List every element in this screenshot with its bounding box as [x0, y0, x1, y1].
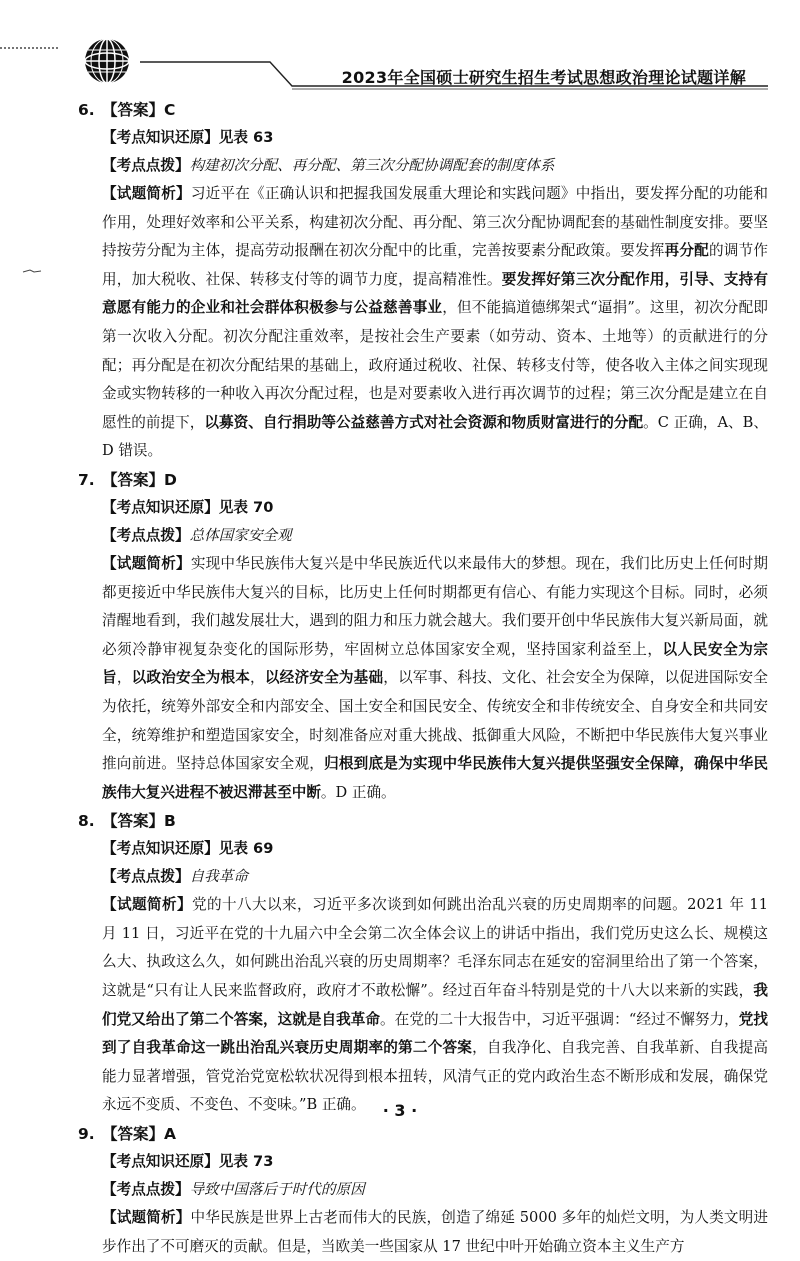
tip-text: 自我革命 — [189, 868, 248, 886]
analysis-text: 。C 正确，A、B、D 错误。 — [102, 413, 768, 460]
analysis-label: 【试题简析】 — [102, 1209, 191, 1227]
analysis-paragraph — [102, 1204, 768, 1261]
analysis-text: ， — [116, 669, 132, 687]
answer-label: 【答案】 — [102, 101, 165, 119]
question-number: 7. — [78, 470, 95, 489]
answer-label: 【答案】 — [102, 812, 165, 831]
tip-label: 【考点点拨】 — [102, 1181, 190, 1199]
analysis-text: 。在党的二十大报告中，习近平强调：“经过不懈努力， — [380, 1010, 739, 1028]
knowledge-label: 【考点知识还原】 — [102, 498, 219, 516]
analysis-text: 实现中华民族伟大复兴是中华民族近代以来最伟大的梦想。现在，我们比历史上任何时期都更接近中华民族伟大复兴的目标，比历史上任何时期都更有信心、有能力实现这个目标。同时，必须清醒地看到，我们越发展壮大，遇到的阻力和压力就会越大。我们要开创中华民族伟大复兴新局面，就必须冷静审视复杂变化的国际形势，牢固树立总体国家安全观，坚持国家利益至上， — [102, 554, 768, 658]
analysis-emphasis: 再分配 — [664, 242, 709, 260]
question-block — [78, 807, 768, 1120]
analysis-emphasis: 归根到底是为实现中华民族伟大复兴提供坚强安全保障，确保中华民族伟大复兴进程不被迟滞甚至中断 — [102, 755, 768, 801]
analysis-text: 党的十八大以来，习近平多次谈到如何跳出治乱兴衰的历史周期率的问题。2021 年 11 月 11 日，习近平在党的十九届六中全会第二次全体会议上的讲话中指出，我们党历史这么长、规模这么大、执政这么久，如何跳出治乱兴衰的历史周期率？毛泽东同志在延安的窑洞里给出了第一个答案，这就是“只有让人民来监督政府，政府才不敢松懈”。经过百年奋斗特别是党的十八大以来新的实践， — [102, 896, 768, 1000]
knowledge-line — [102, 124, 768, 152]
question-block — [78, 1120, 768, 1261]
header-title: 2023年全国硕士研究生招生考试思想政治理论试题详解 — [341, 68, 746, 87]
analysis-text: 习近平在《正确认识和把握我国发展重大理论和实践问题》中指出，要发挥分配的功能和作用，处理好效率和公平关系，构建初次分配、再分配、第三次分配协调配套的基础性制度安排。要坚持按劳分配为主体，提高劳动报酬在初次分配中的比重，完善按要素分配政策。要发挥 — [102, 185, 768, 260]
answer-line — [78, 466, 768, 494]
answer-value: A — [164, 1125, 177, 1144]
answer-line — [78, 1120, 768, 1148]
answer-line — [78, 96, 768, 124]
analysis-text: ， — [250, 669, 265, 687]
knowledge-ref: 见表 63 — [218, 129, 274, 146]
analysis-text: 中华民族是世界上古老而伟大的民族，创造了绵延 5000 多年的灿烂文明，为人类文明进步作出了不可磨灭的贡献。但是，当欧美一些国家从 17 世纪中叶开始确立资本主义生产方 — [102, 1209, 768, 1255]
answer-label: 【答案】 — [102, 1125, 165, 1144]
analysis-text: 。D 正确。 — [320, 783, 396, 801]
page-header — [0, 0, 800, 96]
knowledge-label: 【考点知识还原】 — [102, 129, 219, 146]
question-block — [78, 466, 768, 807]
knowledge-line — [102, 1148, 768, 1176]
page-number: · 3 · — [382, 1101, 418, 1120]
analysis-emphasis: 以政治安全为根本 — [131, 669, 251, 687]
tip-line — [102, 863, 768, 891]
analysis-paragraph — [102, 891, 768, 1120]
answer-label: 【答案】 — [102, 470, 165, 489]
analysis-emphasis: 党找到了自我革命这一跳出治乱兴衰历史周期率的第二个答案 — [102, 1010, 768, 1057]
answer-line — [78, 807, 768, 835]
knowledge-label: 【考点知识还原】 — [102, 1153, 219, 1171]
knowledge-ref: 见表 73 — [218, 1153, 274, 1171]
tip-text: 总体国家安全观 — [189, 526, 292, 544]
globe-logo-icon — [82, 36, 132, 86]
question-block — [78, 96, 768, 466]
analysis-text: ，但不能搞道德绑架式“逼捐”。这里，初次分配即第一次收入分配。初次分配注重效率，是按社会生产要素（如劳动、资本、土地等）的贡献进行的分配；再分配是在初次分配结果的基础上，政府通过税收、社保、转移支付等，使各收入主体之间实现现金或实物转移的一种收入再次分配过程，也是对要素收入进行再次调节的过程；第三次分配是建立在自愿性的前提下， — [102, 299, 768, 431]
analysis-text: ，自我净化、自我完善、自我革新、自我提高能力显著增强，管党治党宽松软状况得到根本扭转，风清气正的党内政治生态不断形成和发展，确保党永远不变质、不变色、不变味。”B 正确。 — [102, 1039, 768, 1114]
tip-line — [102, 1176, 768, 1204]
knowledge-line — [102, 494, 768, 522]
question-number: 6. — [78, 101, 95, 119]
analysis-label: 【试题简析】 — [102, 554, 191, 572]
knowledge-line — [102, 835, 768, 863]
knowledge-ref: 见表 70 — [218, 498, 274, 516]
tip-text: 导致中国落后于时代的原因 — [189, 1181, 365, 1199]
answer-value: D — [164, 470, 177, 489]
knowledge-ref: 见表 69 — [218, 840, 274, 858]
analysis-emphasis: 我们党又给出了第二个答案，这就是自我革命 — [102, 982, 768, 1028]
analysis-paragraph — [102, 180, 768, 466]
analysis-label: 【试题简析】 — [102, 896, 193, 914]
analysis-emphasis: 要发挥好第三次分配作用，引导、支持有意愿有能力的企业和社会群体积极参与公益慈善事业 — [102, 270, 768, 317]
question-number: 8. — [78, 812, 95, 831]
tip-line — [102, 522, 768, 550]
answer-value: B — [164, 812, 176, 831]
analysis-paragraph — [102, 550, 768, 807]
question-number: 9. — [78, 1125, 95, 1144]
analysis-emphasis: 以募资、自行捐助等公益慈善方式对社会资源和物质财富进行的分配 — [204, 413, 644, 431]
analysis-label: 【试题简析】 — [102, 185, 191, 202]
tip-line — [102, 152, 768, 180]
answer-value: C — [164, 101, 176, 119]
scan-mark-icon — [22, 266, 42, 276]
knowledge-label: 【考点知识还原】 — [102, 840, 219, 858]
analysis-emphasis: 以经济安全为基础 — [264, 669, 384, 687]
tip-label: 【考点点拨】 — [102, 868, 190, 886]
analysis-text: ，以军事、科技、文化、社会安全为保障，以促进国际安全为依托，统筹外部安全和内部安全、国土安全和国民安全、传统安全和非传统安全、自身安全和共同安全，统筹维护和塑造国家安全，时刻准备应对重大挑战、抵御重大风险，不断把中华民族伟大复兴事业推向前进。坚持总体国家安全观， — [102, 669, 768, 773]
tip-label: 【考点点拨】 — [102, 526, 190, 544]
analysis-text: 的调节作用，加大税收、社保、转移支付等的调节力度，提高精准性。 — [102, 242, 768, 288]
tip-text: 构建初次分配、再分配、第三次分配协调配套的制度体系 — [189, 157, 555, 174]
tip-label: 【考点点拨】 — [102, 157, 190, 174]
analysis-emphasis: 以人民安全为宗旨 — [102, 640, 768, 687]
answer-list — [78, 96, 768, 1261]
